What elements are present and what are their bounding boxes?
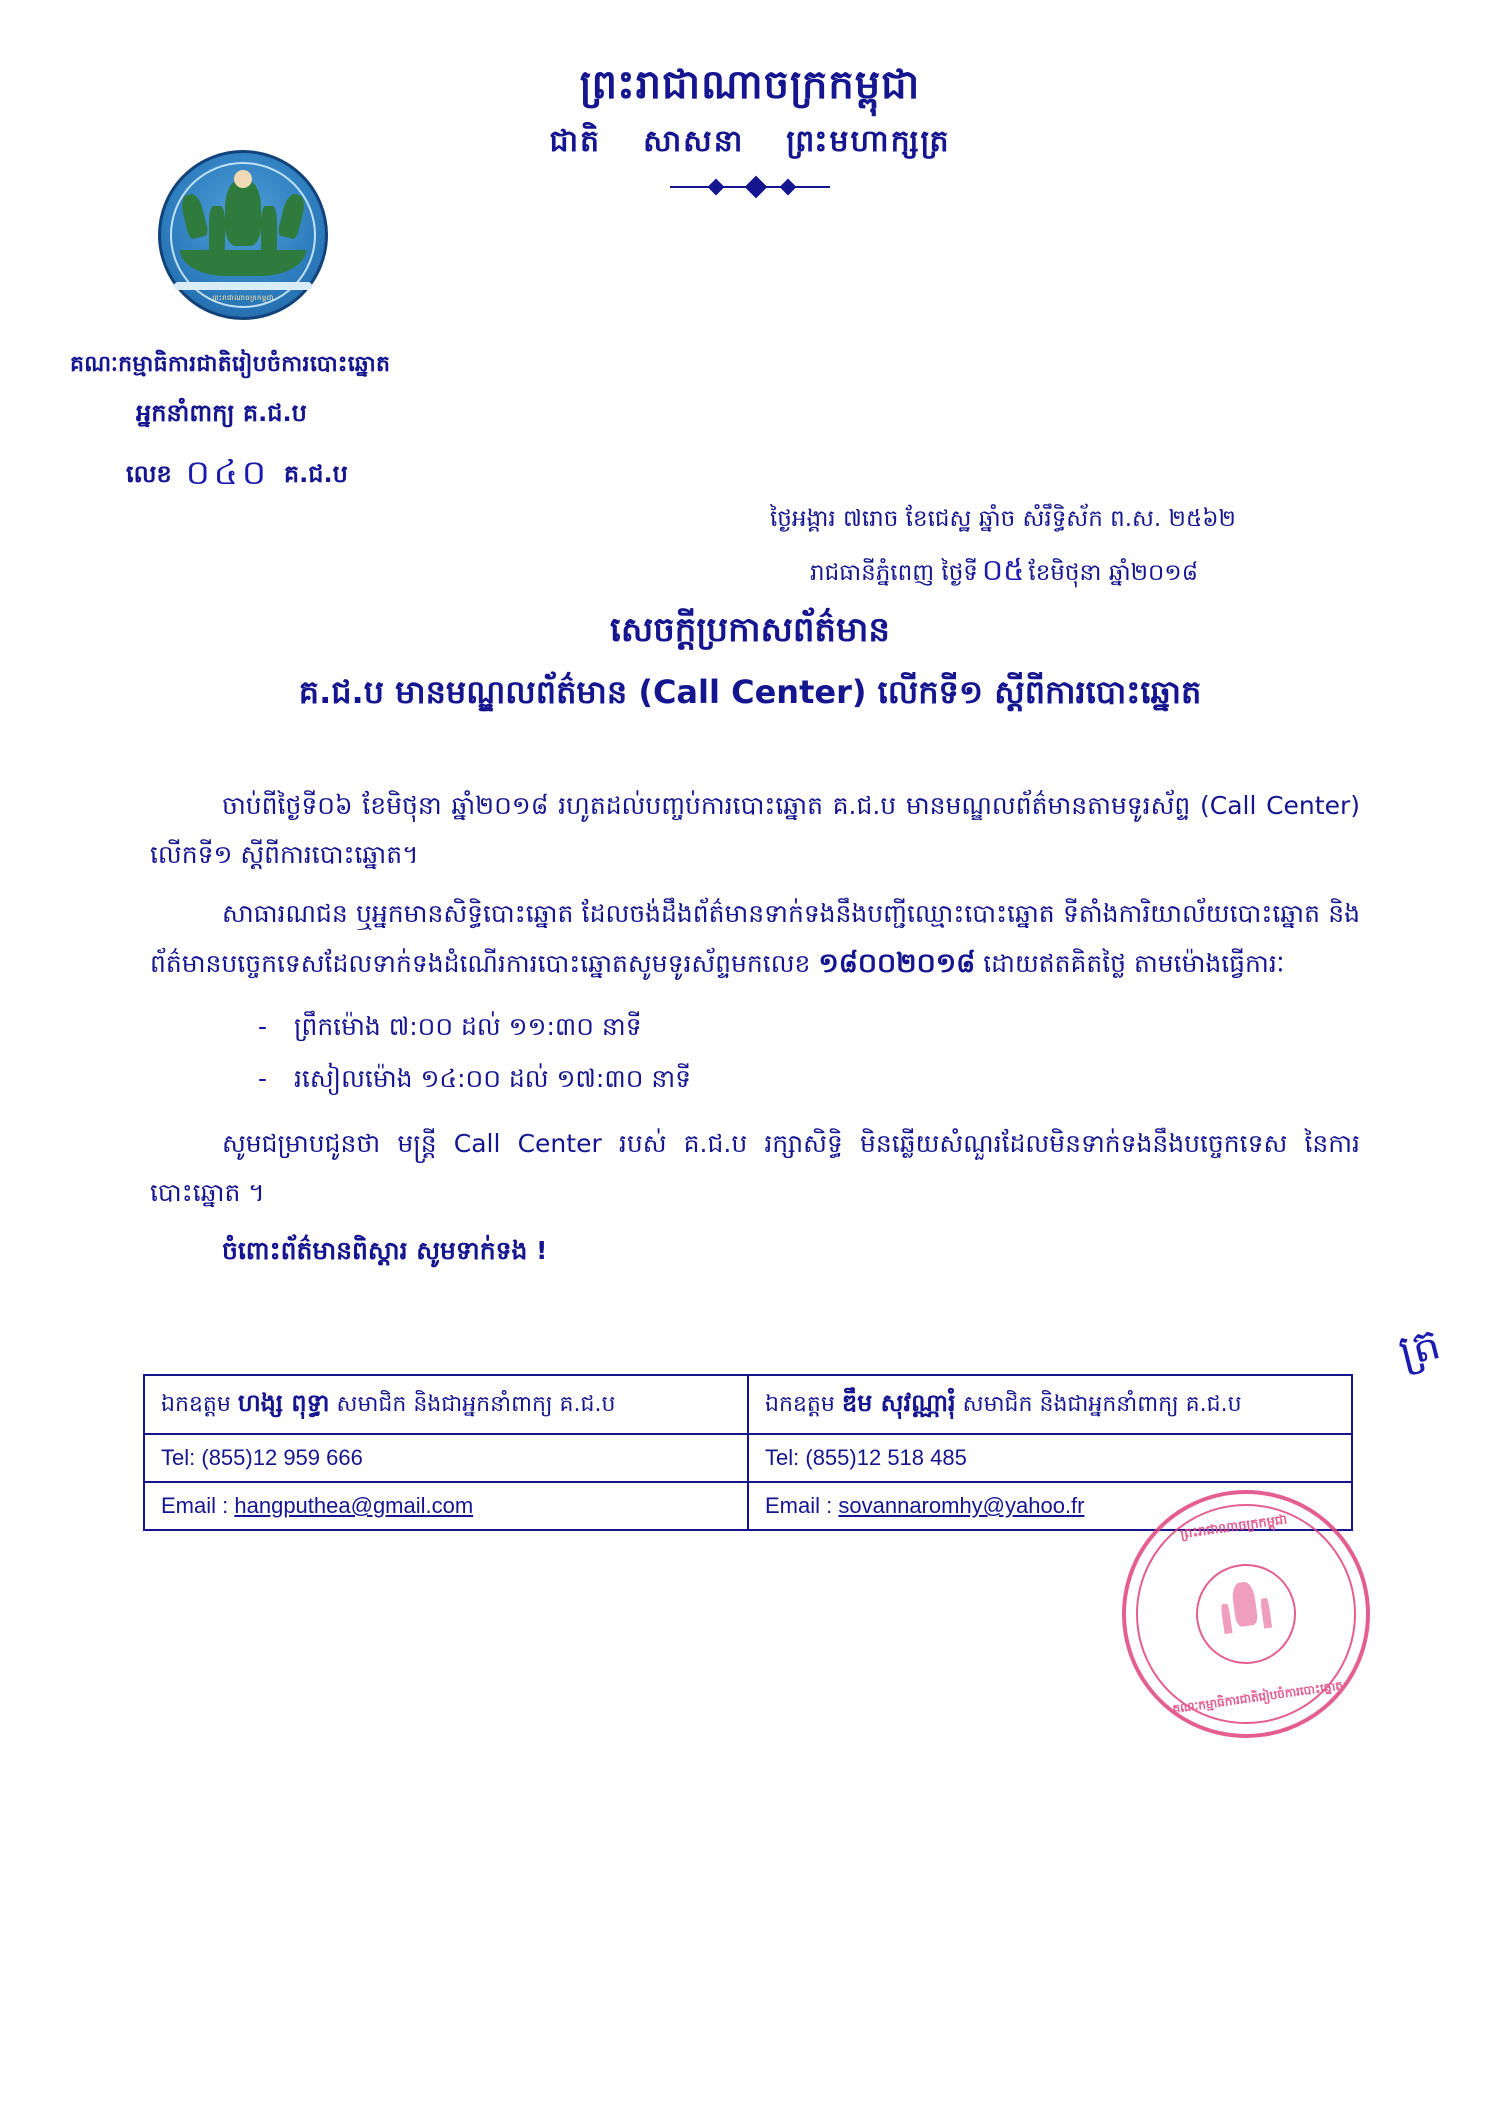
reference-number-row (70, 449, 630, 499)
email-link-1[interactable]: hangputhea@gmail.com (234, 1493, 474, 1518)
body-paragraph-2-after: ដោយឥតគិតថ្លៃ តាមម៉ោងធ្វើការៈ (983, 949, 1285, 979)
reference-number-value: ០៤០ (185, 453, 270, 493)
body-paragraph-2 (150, 890, 1360, 991)
tel-value-1: (855)12 959 666 (201, 1445, 363, 1470)
contact-name-2: ឌឹម សុវណ្ណារុំ (841, 1389, 956, 1417)
motto-word-3: ព្រះមហាក្សត្រ (786, 124, 951, 159)
list-item (150, 1001, 1360, 1054)
handwritten-initial: ត្រ (1393, 1317, 1446, 1378)
spokesperson-label: អ្នកនាំពាក្យ គ.ជ.ប (136, 399, 307, 427)
hotline-number: ១៨០០២០១៨ (818, 948, 976, 980)
contact-tel-row-2 (749, 1435, 1351, 1483)
stamp-top-text: ព្រះរាជាណាចក្រកម្ពុជា (1179, 1512, 1289, 1543)
lunar-date: ថ្ងៃអង្គារ ៧រោច ខែជេស្ឋ ឆ្នាំច សំរឹទ្ធិស័ក ព.ស. ២៥៦២ (770, 506, 1236, 532)
working-hours-morning: ព្រឹកម៉ោង ៧:០០ ដល់ ១១:៣០ នាទី (294, 1011, 642, 1041)
kingdom-title: ព្រះរាជាណាចក្រកម្ពុជា (579, 62, 921, 108)
page-subtitle: គ.ជ.ប មានមណ្ឌលព័ត៌មាន (Call Center) លើកទី១ ស្ដីពីការបោះឆ្នោត (298, 673, 1202, 711)
email-label-1: Email : (161, 1493, 229, 1518)
motto-word-1: ជាតិ (549, 124, 602, 159)
contact-name-row-2 (749, 1376, 1351, 1435)
contact-name-1: ហង្ស ពុទ្ធា (237, 1389, 330, 1417)
email-link-2[interactable]: sovannaromhy@yahoo.fr (838, 1493, 1085, 1518)
committee-name: គណៈកម្មាធិការជាតិរៀបចំការបោះឆ្នោត (70, 352, 391, 377)
gregorian-date-prefix: រាជធានីភ្នំពេញ ថ្ងៃទី (810, 559, 978, 586)
reference-number-label: លេខ (126, 460, 172, 488)
list-item (150, 1053, 1360, 1106)
body-paragraph-2-before: សាធារណជន ឬអ្នកមានសិទ្ធិបោះឆ្នោត ដែលចង់ដឹងព័ត៌មានទាក់ទងនឹងបញ្ជីឈ្មោះបោះឆ្នោត ទីតាំងការិយាល័យបោះឆ្នោត និងព័ត៌មានបច្ចេកទេសដែលទាក់ទងដំណើរការបោះឆ្នោតសូមទូរស័ព្ទមកលេខ (150, 898, 1360, 979)
tel-label-1: Tel: (161, 1445, 196, 1470)
email-label-2: Email : (765, 1493, 833, 1518)
contact-cell-1 (144, 1375, 748, 1530)
gregorian-date-day: ០៥ (981, 552, 1025, 588)
body-paragraph-1: ចាប់ពីថ្ងៃទី០៦ ខែមិថុនា ឆ្នាំ២០១៨ រហូតដល់បញ្ចប់ការបោះឆ្នោត គ.ជ.ប មានមណ្ឌលព័ត៌មានតាមទូរស័ព្ទ (Call Center) លើកទី១ ស្ដីពីការបោះឆ្នោត។ (150, 791, 1360, 869)
honorific-2: ឯកឧត្ដម (765, 1392, 835, 1417)
emblem-ribbon-text: ព្រះរាជាណាចក្រកម្ពុជា (212, 294, 274, 302)
date-block (770, 498, 1420, 599)
contact-role-2: សមាជិក និងជាអ្នកនាំពាក្យ គ.ជ.ប (962, 1392, 1242, 1417)
bullet-dash-icon: - (258, 1011, 268, 1041)
issuing-authority-block (70, 350, 630, 499)
working-hours-afternoon: រសៀលម៉ោង ១៤:០០ ដល់ ១៧:៣០ នាទី (294, 1064, 692, 1094)
tel-label-2: Tel: (765, 1445, 800, 1470)
stamp-bottom-text: គណៈកម្មាធិការជាតិរៀបចំការបោះឆ្នោត (1171, 1678, 1344, 1717)
contact-role-1: សមាជិក និងជាអ្នកនាំពាក្យ គ.ជ.ប (336, 1392, 616, 1417)
contact-note: ចំពោះព័ត៌មានពិស្ដារ សូមទាក់ទង ! (222, 1236, 548, 1266)
page-title: សេចក្ដីប្រកាសព័ត៌មាន (610, 610, 890, 650)
motto-word-2: សាសនា (643, 124, 745, 159)
table-row (144, 1375, 1352, 1530)
ornament-divider-icon (670, 180, 830, 194)
gregorian-date (770, 542, 1420, 599)
contact-name-row-1 (145, 1376, 747, 1435)
bullet-dash-icon: - (258, 1064, 268, 1094)
reference-number-suffix: គ.ជ.ប (283, 460, 348, 488)
body-paragraph-3: សូមជម្រាបជូនថា មន្ត្រី Call Center របស់ គ.ជ.ប រក្សាសិទ្ធិ មិនឆ្លើយសំណួរដែលមិនទាក់ទងនឹងបច្ចេកទេស នៃការបោះឆ្នោត ។ (150, 1128, 1360, 1207)
tel-value-2: (855)12 518 485 (805, 1445, 967, 1470)
document-body (150, 782, 1360, 1286)
contact-email-row-1 (145, 1483, 747, 1529)
working-hours-list (150, 1001, 1360, 1106)
national-emblem-icon (158, 150, 328, 320)
contact-table (143, 1374, 1353, 1531)
gregorian-date-suffix: ខែមិថុនា ឆ្នាំ២០១៨ (1028, 559, 1198, 586)
contact-tel-row-1 (145, 1435, 747, 1483)
honorific-1: ឯកឧត្ដម (161, 1392, 231, 1417)
